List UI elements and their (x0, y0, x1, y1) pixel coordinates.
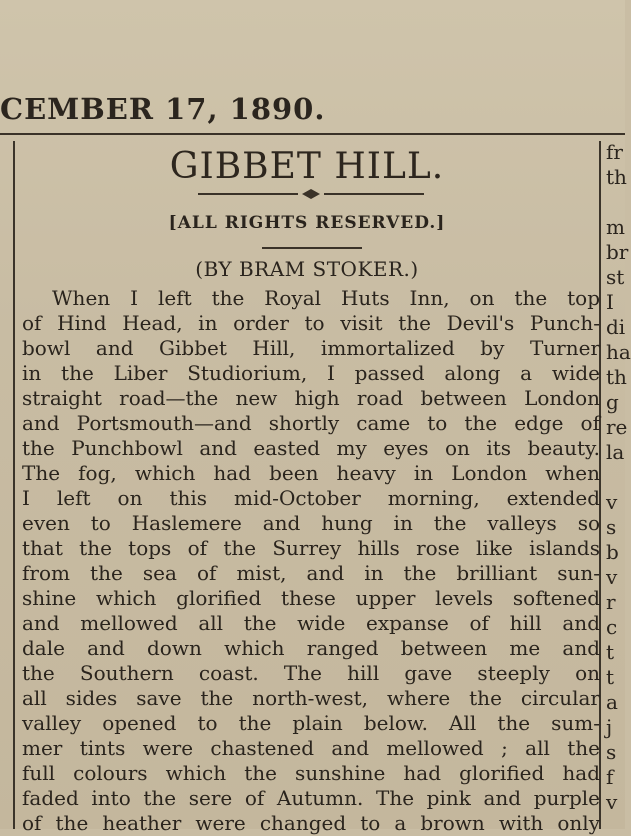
article-title: GIBBET HILL. (169, 146, 445, 187)
adjacent-fragment: v (606, 490, 618, 514)
article-line: even to Haslemere and hung in the valleys so (22, 511, 600, 535)
article-line: shine which glorified these upper levels softened (22, 586, 600, 610)
adjacent-fragment: b (606, 540, 619, 564)
byline-rule (262, 247, 362, 249)
adjacent-fragment: s (606, 515, 617, 539)
title-ornament (198, 187, 424, 201)
adjacent-column-fragments (606, 140, 631, 815)
date-header: CEMBER 17, 1890. (0, 92, 326, 126)
adjacent-fragment: th (606, 365, 627, 389)
adjacent-fragment: g (606, 390, 619, 414)
adjacent-fragment: fr (606, 140, 623, 164)
article-line: of Hind Head, in order to visit the Devil's Punch- (22, 311, 600, 335)
adjacent-fragment: m (606, 215, 625, 239)
article-line: dale and down which ranged between me and (22, 636, 600, 660)
adjacent-fragment: t (606, 665, 615, 689)
adjacent-fragment: br (606, 240, 629, 264)
article-line: bowl and Gibbet Hill, immortalized by Turner (22, 336, 600, 360)
article-line: I left on this mid-October morning, extended (22, 486, 600, 510)
article-line: the Punchbowl and easted my eyes on its beauty. (22, 436, 600, 460)
adjacent-fragment (606, 465, 625, 490)
adjacent-fragment: t (606, 640, 615, 664)
article-line: that the tops of the Surrey hills rose like islands (22, 536, 600, 560)
adjacent-fragment: v (606, 565, 618, 589)
article-line: When I left the Royal Huts Inn, on the top (52, 286, 600, 310)
article-line: all sides save the north-west, where the circular (22, 686, 600, 710)
adjacent-fragment: re (606, 415, 628, 439)
byline: (BY BRAM STOKER.) (195, 257, 419, 281)
adjacent-fragment: a (606, 690, 618, 714)
adjacent-fragment: c (606, 615, 618, 639)
adjacent-fragment: I (606, 290, 614, 314)
article-line: straight road—the new high road between London (22, 386, 600, 410)
adjacent-fragment: f (606, 765, 614, 789)
rights-notice: [ALL RIGHTS RESERVED.] (168, 213, 446, 233)
article-line: mer tints were chastened and mellowed ; all the (22, 736, 600, 760)
adjacent-fragment: st (606, 265, 625, 289)
adjacent-fragment: s (606, 740, 617, 764)
article-line: from the sea of mist, and in the brilliant sun- (22, 561, 600, 585)
article-line: valley opened to the plain below. All the sum- (22, 711, 600, 735)
adjacent-fragment: v (606, 790, 618, 814)
article-line: of the heather were changed to a brown with only (22, 811, 600, 835)
column-rule-left (13, 141, 15, 829)
article-line: faded into the sere of Autumn. The pink and purple (22, 786, 600, 810)
adjacent-fragment: th (606, 165, 627, 189)
adjacent-fragment (606, 190, 625, 215)
adjacent-fragment: di (606, 315, 626, 339)
adjacent-fragment: r (606, 590, 616, 614)
article-line: The fog, which had been heavy in London when (22, 461, 600, 485)
article-line: full colours which the sunshine had glorified had (22, 761, 600, 785)
header-rule (0, 133, 625, 135)
article-body (22, 286, 600, 836)
article-line: the Southern coast. The hill gave steeply on (22, 661, 600, 685)
article-line: and mellowed all the wide expanse of hill and (22, 611, 600, 635)
adjacent-fragment: la (606, 440, 625, 464)
article-line: and Portsmouth—and shortly came to the edge of (22, 411, 600, 435)
article-line: in the Liber Studiorium, I passed along a wide (22, 361, 600, 385)
adjacent-fragment: j (606, 715, 613, 739)
adjacent-fragment: ha (606, 340, 631, 364)
